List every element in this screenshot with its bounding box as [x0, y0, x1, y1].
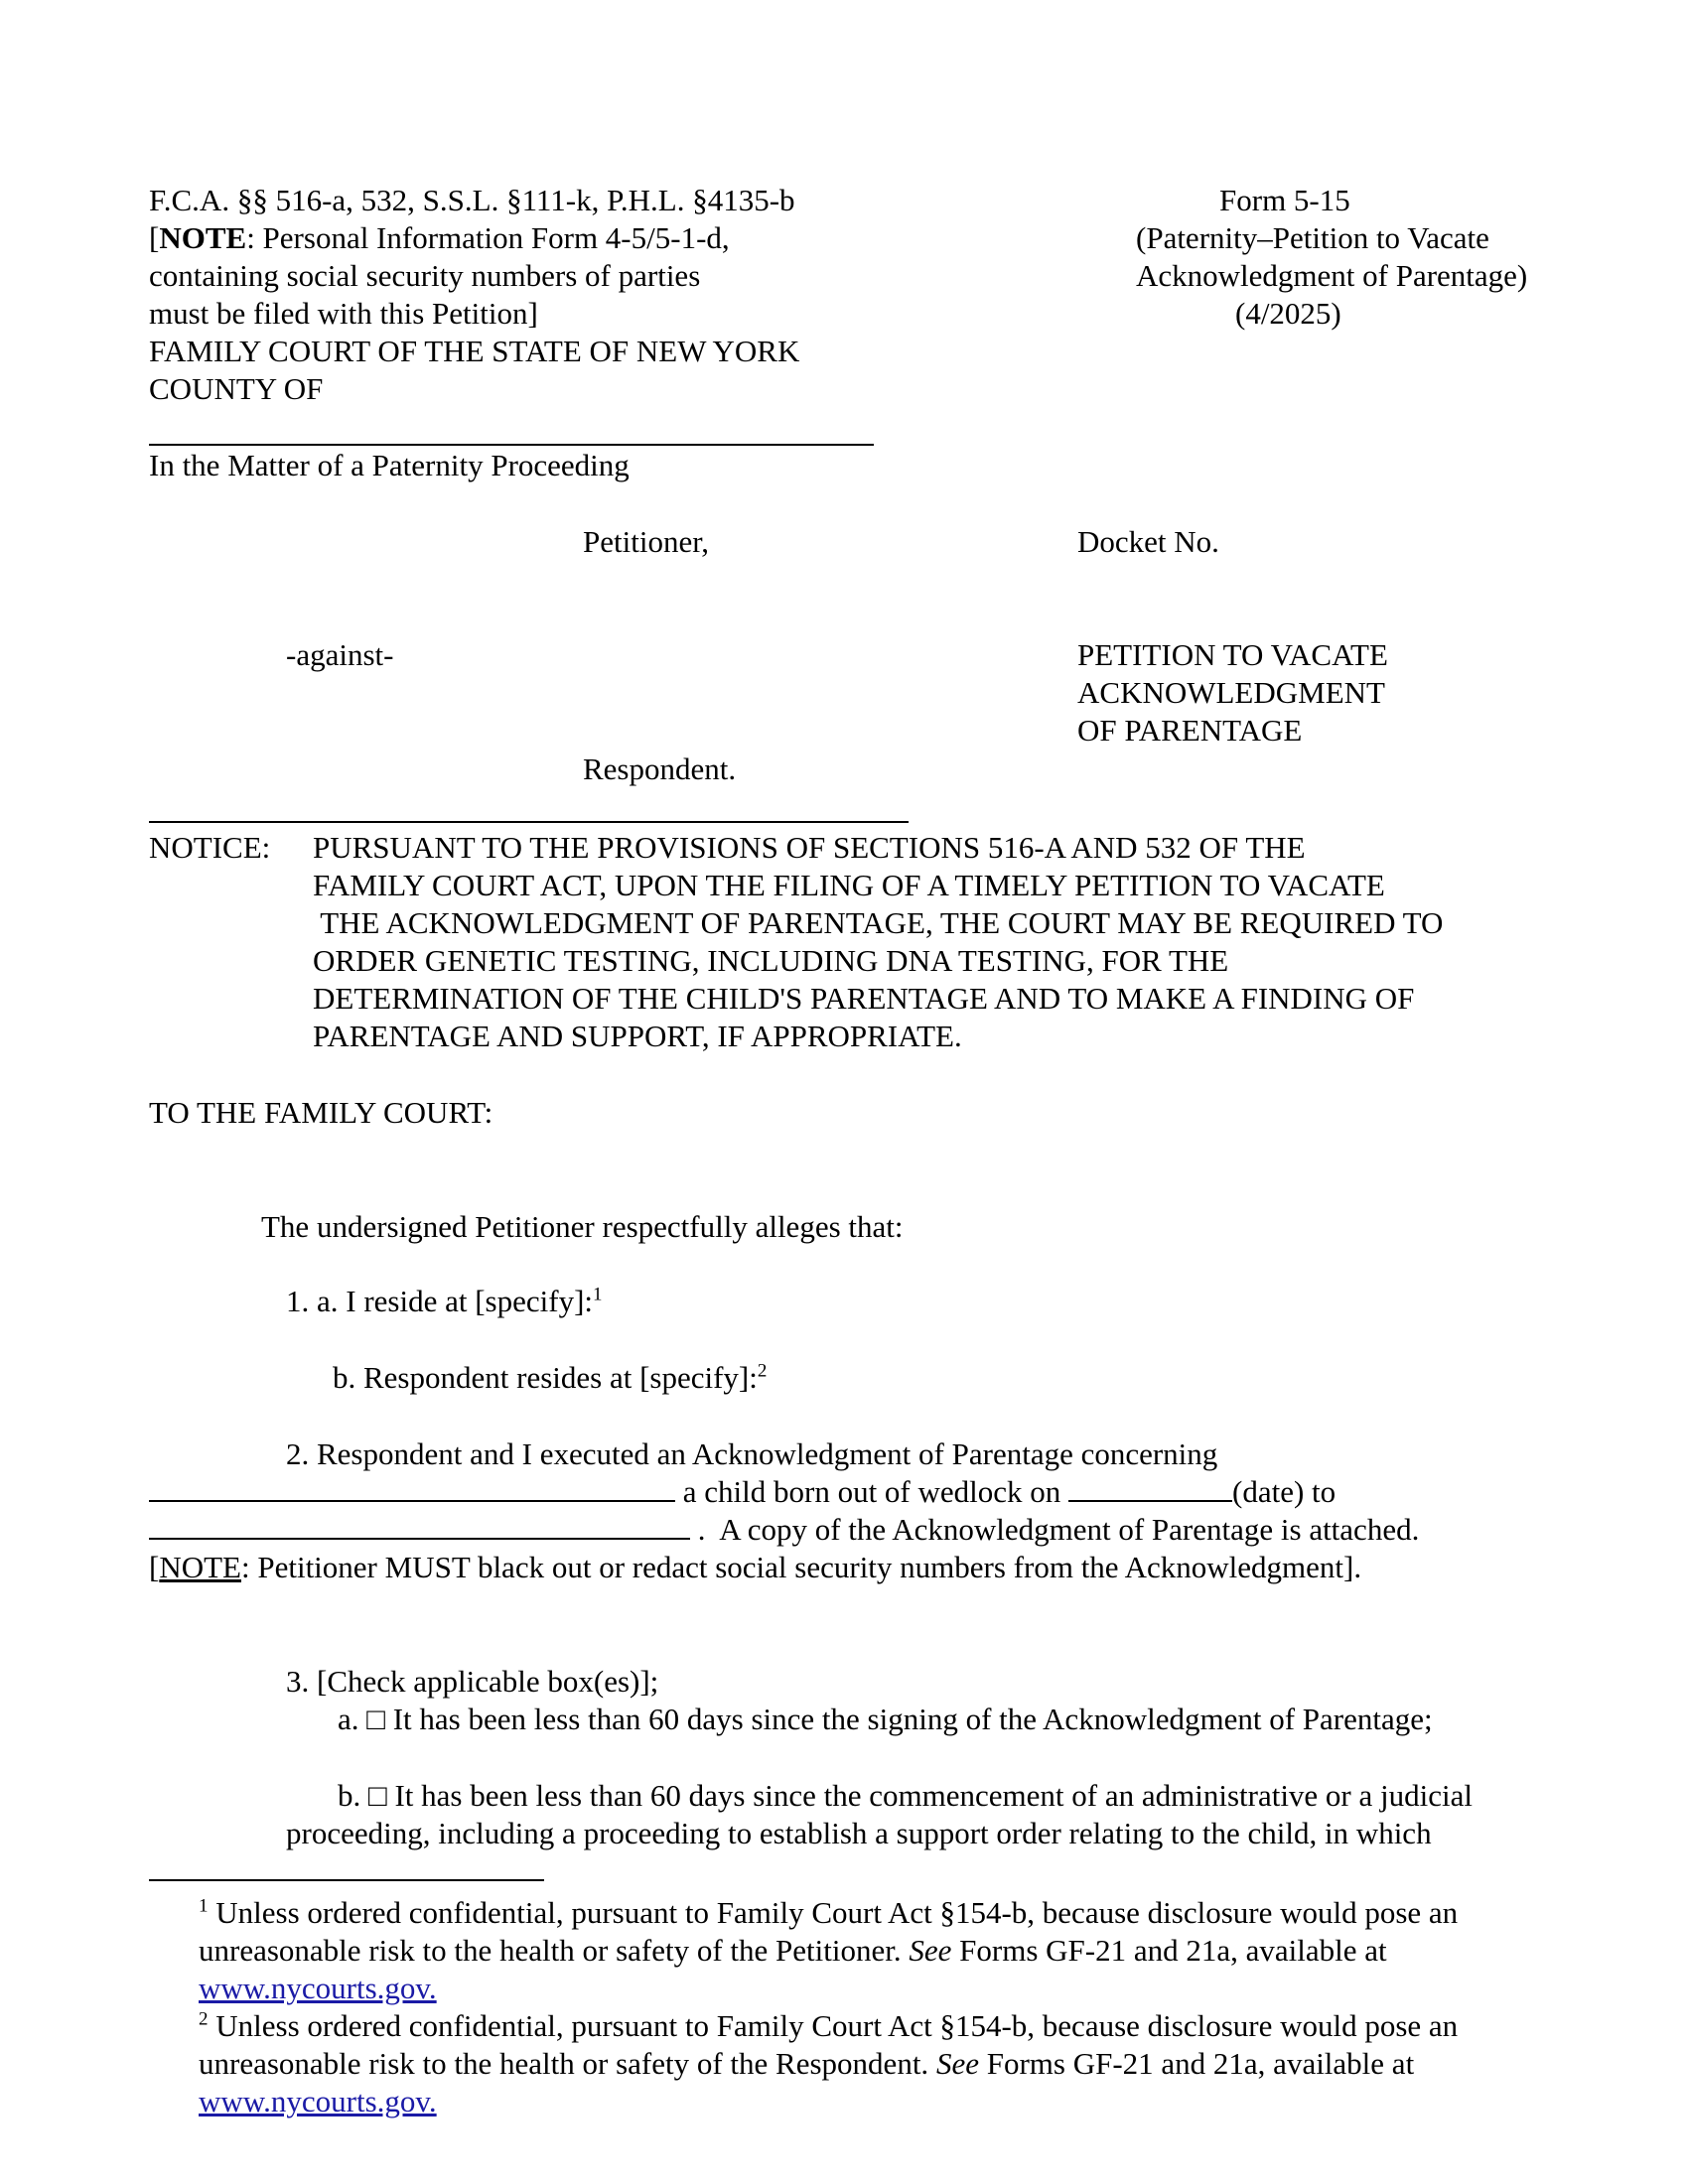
footnote-ref-1: 1 — [593, 1284, 603, 1305]
form-revision-date: (4/2025) — [1235, 296, 1341, 331]
recipient-blank — [149, 1512, 690, 1540]
footnote-separator — [149, 1879, 544, 1881]
item-3a: a. □ It has been less than 60 days since the signing of the Acknowledgment of Parentage; — [338, 1702, 1433, 1736]
item-2-line-2: a child born out of wedlock on (date) to — [149, 1473, 1336, 1511]
petition-title: PETITION TO VACATE ACKNOWLEDGMENT OF PARENTAGE — [1077, 637, 1388, 748]
docket-number-label: Docket No. — [1077, 524, 1219, 559]
form-number: Form 5-15 — [1219, 183, 1350, 217]
note-line-2: containing social security numbers of parties — [149, 258, 701, 293]
child-name-blank — [149, 1474, 675, 1502]
to-family-court: TO THE FAMILY COURT: — [149, 1095, 493, 1130]
intro-allegation: The undersigned Petitioner respectfully alleges that: — [261, 1209, 904, 1244]
against-label: -against- — [286, 637, 394, 672]
statute-citation: F.C.A. §§ 516-a, 532, S.S.L. §111-k, P.H.L. §4135-b — [149, 183, 795, 217]
notice-label: NOTICE: — [149, 830, 271, 865]
item-1b: b. Respondent resides at [specify]:$^2$ — [333, 1360, 768, 1395]
note-label: NOTE — [159, 220, 247, 255]
birth-date-blank — [1068, 1474, 1232, 1502]
footnote-1: $^1$ Unless ordered confidential, pursuant to Family Court Act §154-b, because disclosure would pose an unreasonable risk to the health or safety of the Petitioner. See Forms GF-21 and 21a, available at www.nycourts.gov. — [199, 1895, 1459, 2005]
caption-bottom-rule — [149, 821, 909, 823]
form-description-line-1: (Paternity–Petition to Vacate — [1136, 220, 1489, 255]
form-description-line-2: Acknowledgment of Parentage) — [1136, 258, 1528, 293]
notice-text: PURSUANT TO THE PROVISIONS OF SECTIONS 516-A AND 532 OF THE FAMILY COURT ACT, UPON THE FILING OF A TIMELY PETITION TO VACATE THE ACKNOWLEDGMENT OF PARENTAGE, THE COURT MAY BE REQUIRED TO ORDER GENETIC TESTING, INCLUDING DNA TESTING, FOR THE DETERMINATION OF THE CHILD'S PARENTAGE AND TO MAKE A FINDING OF PARENTAGE AND SUPPORT, IF APPROPRIATE. — [313, 830, 1444, 1053]
item-3b-line-2: proceeding, including a proceeding to establish a support order relating to the child, in which — [286, 1816, 1432, 1850]
court-name: FAMILY COURT OF THE STATE OF NEW YORK — [149, 334, 800, 368]
matter-title: In the Matter of a Paternity Proceeding — [149, 448, 630, 482]
header-left — [149, 182, 799, 408]
footnote-ref-2: 2 — [757, 1360, 768, 1382]
item-3b-line-1: b. □ It has been less than 60 days since the commencement of an administrative or a judicial — [338, 1778, 1473, 1813]
footnote-2: $^2$ Unless ordered confidential, pursuant to Family Court Act §154-b, because disclosure would pose an unreasonable risk to the health or safety of the Respondent. See Forms GF-21 and 21a, available at www.nycourts.gov. — [199, 2008, 1459, 2118]
note-line-1: [NOTE: Personal Information Form 4-5/5-1-d, — [149, 220, 730, 255]
item-3-heading: 3. [Check applicable box(es)]; — [286, 1664, 659, 1699]
note-line-3: must be filed with this Petition] — [149, 296, 538, 331]
respondent-label: Respondent. — [583, 751, 737, 786]
county-label: COUNTY OF — [149, 371, 324, 406]
nycourts-link-1[interactable]: www.nycourts.gov. — [199, 1971, 437, 2005]
petitioner-label: Petitioner, — [583, 524, 710, 559]
item-2-line-1: 2. Respondent and I executed an Acknowledgment of Parentage concerning — [286, 1436, 1218, 1471]
item-2-note: [NOTE: Petitioner MUST black out or redact social security numbers from the Acknowledgment]. — [149, 1550, 1362, 1584]
nycourts-link-2[interactable]: www.nycourts.gov. — [199, 2084, 437, 2118]
item-2-line-3: . A copy of the Acknowledgment of Parentage is attached. — [149, 1511, 1419, 1549]
caption-top-rule — [149, 444, 874, 446]
item-1a: 1. a. I reside at [specify]:$^1$ — [286, 1284, 603, 1318]
